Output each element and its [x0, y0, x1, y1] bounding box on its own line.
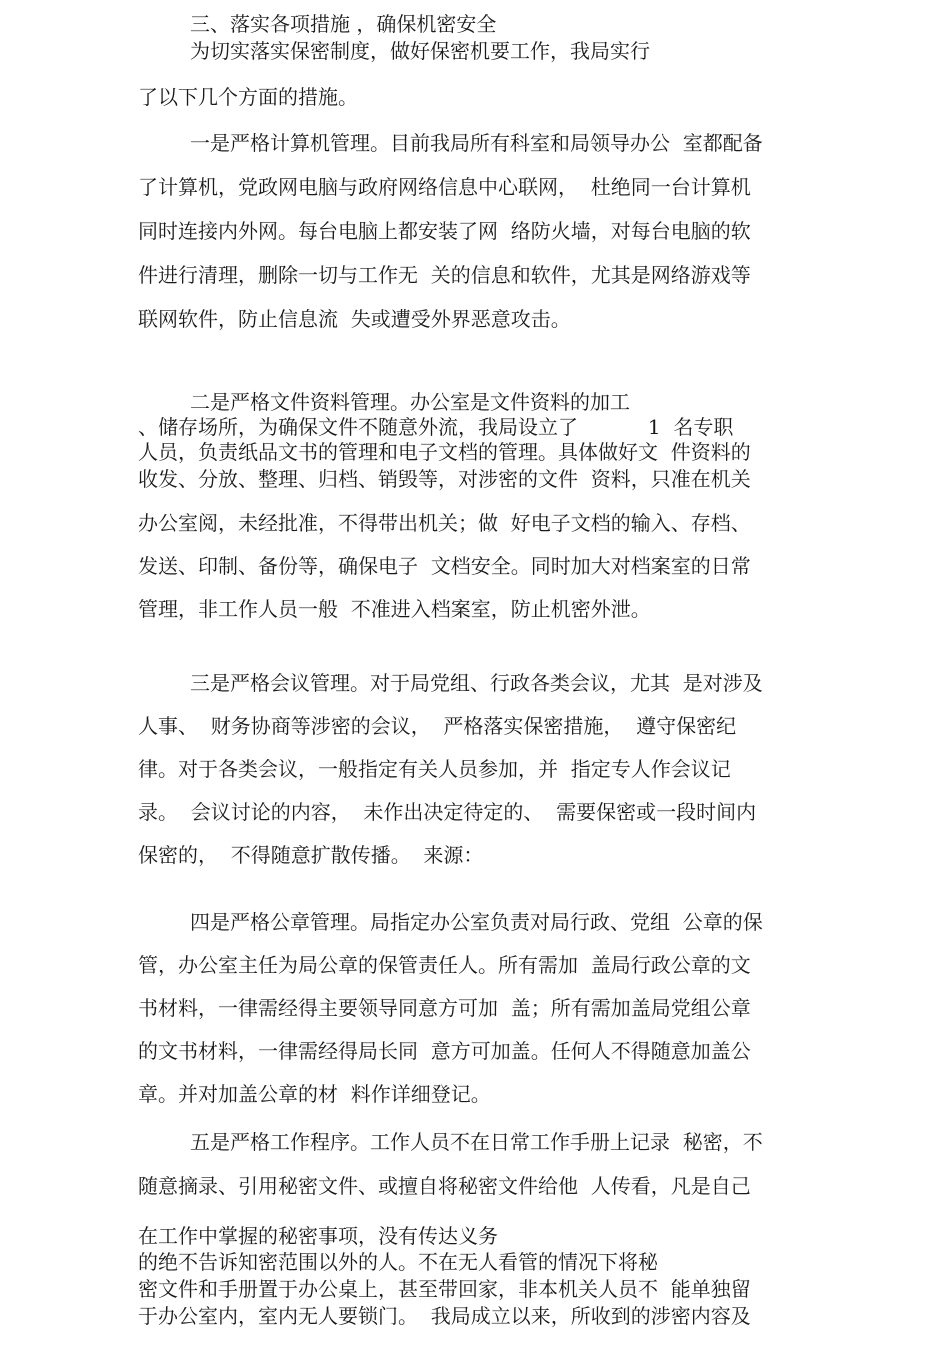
- text-line: 了以下几个方面的措施。: [138, 85, 358, 109]
- text-line: 五是严格工作程序。工作人员不在日常工作手册上记录 秘密，不: [190, 1130, 763, 1154]
- text-line: 办公室阅，未经批准，不得带出机关；做 好电子文档的输入、存档、: [138, 511, 751, 535]
- text-line: 于办公室内，室内无人要锁门。 我局成立以来，所收到的涉密内容及: [138, 1304, 751, 1328]
- text-line: 随意摘录、引用秘密文件、或擅自将秘密文件给他 人传看，凡是自己: [138, 1174, 751, 1198]
- text-line: 录。 会议讨论的内容， 未作出决定待定的、 需要保密或一段时间内: [138, 800, 757, 824]
- text-line: 的文书材料，一律需经得局长同 意方可加盖。任何人不得随意加盖公: [138, 1039, 751, 1063]
- text-line: 管，办公室主任为局公章的保管责任人。所有需加 盖局行政公章的文: [138, 953, 751, 977]
- section-heading: 三、落实各项措施 ，确保机密安全: [190, 12, 497, 36]
- text-line: 律。对于各类会议，一般指定有关人员参加，并 指定专人作会议记: [138, 757, 731, 781]
- text-line: 同时连接内外网。每台电脑上都安装了网 络防火墙，对每台电脑的软: [138, 219, 751, 243]
- text-line: 为切实落实保密制度，做好保密机要工作，我局实行: [190, 39, 650, 63]
- text-line: 、储存场所，为确保文件不随意外流，我局设立了 1 名专职: [138, 415, 734, 439]
- text-line: 在工作中掌握的秘密事项，没有传达义务: [138, 1224, 498, 1248]
- text-line: 了计算机，党政网电脑与政府网络信息中心联网， 杜绝同一台计算机: [138, 175, 751, 199]
- text-line: 章。并对加盖公章的材 料作详细登记。: [138, 1082, 491, 1106]
- text-line: 的绝不告诉知密范围以外的人。不在无人看管的情况下将秘: [138, 1250, 658, 1274]
- text-line: 三是严格会议管理。对于局党组、行政各类会议，尤其 是对涉及: [190, 671, 763, 695]
- text-line: 人事、 财务协商等涉密的会议， 严格落实保密措施， 遵守保密纪: [138, 714, 737, 738]
- text-line: 发送、印制、备份等，确保电子 文档安全。同时加大对档案室的日常: [138, 554, 751, 578]
- text-line: 四是严格公章管理。局指定办公室负责对局行政、党组 公章的保: [190, 910, 763, 934]
- text-line: 联网软件，防止信息流 失或遭受外界恶意攻击。: [138, 307, 571, 331]
- text-line: 一是严格计算机管理。目前我局所有科室和局领导办公 室都配备: [190, 131, 763, 155]
- text-line: 管理，非工作人员一般 不准进入档案室，防止机密外泄。: [138, 597, 651, 621]
- text-line: 收发、分放、整理、归档、销毁等，对涉密的文件 资料，只准在机关: [138, 467, 751, 491]
- text-line: 二是严格文件资料管理。办公室是文件资料的加工: [190, 390, 630, 414]
- text-line: 保密的， 不得随意扩散传播。 来源：: [138, 843, 484, 867]
- text-line: 件进行清理，删除一切与工作无 关的信息和软件，尤其是网络游戏等: [138, 263, 751, 287]
- text-line: 密文件和手册置于办公桌上，甚至带回家，非本机关人员不 能单独留: [138, 1277, 751, 1301]
- text-line: 人员，负责纸品文书的管理和电子文档的管理。具体做好文 件资料的: [138, 440, 751, 464]
- text-line: 书材料，一律需经得主要领导同意方可加 盖；所有需加盖局党组公章: [138, 996, 751, 1020]
